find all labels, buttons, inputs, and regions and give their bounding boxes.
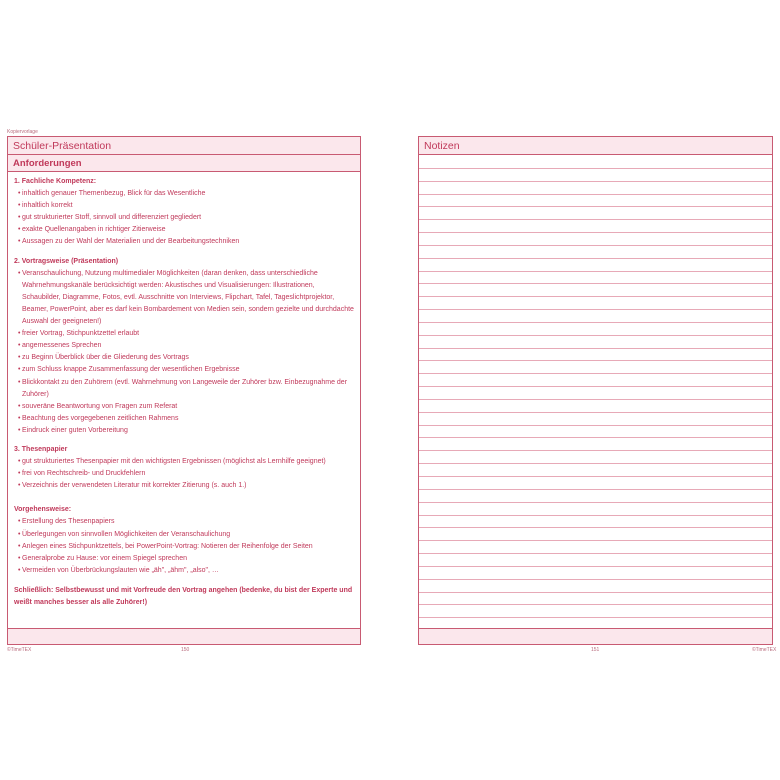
note-line <box>419 489 772 490</box>
note-line <box>419 437 772 438</box>
list-item: • angemessenes Sprechen <box>14 340 354 352</box>
section-heading: 2. Vortragsweise (Präsentation) <box>14 257 119 265</box>
publisher-right: ©TimeTEX <box>752 647 777 653</box>
note-line <box>419 309 772 310</box>
note-line <box>419 348 772 349</box>
list-item: • exakte Quellenangaben in richtiger Zitierweise <box>14 224 354 236</box>
presentation-sheet <box>7 136 361 645</box>
sheet-subtitle: Anforderungen <box>8 155 360 172</box>
note-line <box>419 219 772 220</box>
sheet-title: Schüler-Präsentation <box>8 137 360 155</box>
note-line <box>419 271 772 272</box>
note-line <box>419 373 772 374</box>
note-line <box>419 566 772 567</box>
list-item: • gut strukturierter Stoff, sinnvoll und differenziert gegliedert <box>14 212 354 224</box>
section-thesenpapier <box>14 444 354 492</box>
note-line <box>419 463 772 464</box>
list-item: • Überlegungen von sinnvollen Möglichkeiten der Veranschaulichung <box>14 529 354 541</box>
note-line <box>419 412 772 413</box>
note-line <box>419 232 772 233</box>
note-line <box>419 502 772 503</box>
requirements-content <box>8 172 360 609</box>
list-item: • Aussagen zu der Wahl der Materialien und der Bearbeitungstechniken <box>14 236 354 248</box>
list-item: • Generalprobe zu Hause: vor einem Spiegel sprechen <box>14 553 354 565</box>
notes-footer-bar <box>419 628 772 644</box>
section-heading: 1. Fachliche Kompetenz: <box>14 178 97 185</box>
list-item: • zu Beginn Überblick über die Gliederung des Vortrags <box>14 352 354 364</box>
note-line <box>419 553 772 554</box>
list-item: • Blickkontakt zu den Zuhörern (evtl. Wahrnehmung von Langeweile der Zuhörer bzw. Einbezugnahme der Zuhörer) <box>14 377 354 401</box>
section-heading: 3. Thesenpapier <box>14 445 68 453</box>
sheet-footer-bar <box>8 628 360 644</box>
section-vortragsweise <box>14 256 354 437</box>
note-line <box>419 335 772 336</box>
section-heading: Vorgehensweise: <box>14 506 72 514</box>
note-line <box>419 527 772 528</box>
list-item: • gut strukturiertes Thesenpapier mit den wichtigsten Ergebnissen (möglichst als Lernhilfe geeignet) <box>14 456 354 468</box>
list-item: • frei von Rechtschreib- und Druckfehlern <box>14 468 354 480</box>
list-item: • zum Schluss knappe Zusammenfassung der wesentlichen Ergebnisse <box>14 364 354 376</box>
note-line <box>419 540 772 541</box>
list-item: • Anlegen eines Stichpunktzettels, bei PowerPoint-Vortrag: Notieren der Reihenfolge der Seiten <box>14 541 354 553</box>
note-line <box>419 515 772 516</box>
list-item: • Erstellung des Thesenpapiers <box>14 516 354 528</box>
note-line <box>419 296 772 297</box>
note-line <box>419 258 772 259</box>
note-line <box>419 181 772 182</box>
note-line <box>419 322 772 323</box>
corner-label: Kopiervorlage <box>7 129 38 135</box>
list-item: • inhaltlich korrekt <box>14 200 354 212</box>
note-line <box>419 194 772 195</box>
list-item: • inhaltlich genauer Themenbezug, Blick für das Wesentliche <box>14 188 354 200</box>
list-item: • Veranschaulichung, Nutzung multimedialer Möglichkeiten (daran denken, dass unterschiedliche Wahrnehmungskanäle berücksichtigt werden: Akustisches und Visualisierungen: Illustrationen, Schaubilder, Diagramme, Fotos, evtl. Ausschnitte von Interviews, Flipchart, Tafel, Tageslichtprojektor, Beamer, PowerPoint, aber es darf kein Bombardement von Medien sein, sondern gezielte und durchdachte Auswahl der geeigneten!) <box>14 268 354 328</box>
section-fachliche-kompetenz <box>14 176 354 249</box>
section-vorgehensweise <box>14 504 354 577</box>
list-item: • Eindruck einer guten Vorbereitung <box>14 425 354 437</box>
list-item: • Beachtung des vorgegebenen zeitlichen Rahmens <box>14 413 354 425</box>
note-line <box>419 245 772 246</box>
closing-note: Schließlich: Selbstbewusst und mit Vorfreude den Vortrag angehen (bedenke, du bist der Experte und weißt manches besser als alle Zuhörer!) <box>14 586 353 606</box>
notes-sheet <box>418 136 773 645</box>
note-line <box>419 450 772 451</box>
note-line <box>419 476 772 477</box>
note-line <box>419 206 772 207</box>
list-item: • freier Vortrag, Stichpunktzettel erlaubt <box>14 328 354 340</box>
publisher-left: ©TimeTEX <box>7 647 32 653</box>
note-line <box>419 386 772 387</box>
notes-title: Notizen <box>419 137 772 155</box>
note-line <box>419 283 772 284</box>
note-line <box>419 617 772 618</box>
note-line <box>419 592 772 593</box>
note-line <box>419 579 772 580</box>
note-line <box>419 604 772 605</box>
list-item: • Vermeiden von Überbrückungslauten wie „äh", „ähm", „also", … <box>14 565 354 577</box>
page-number-left: 150 <box>181 647 190 653</box>
page-number-right: 151 <box>591 647 600 653</box>
list-item: • souveräne Beantwortung von Fragen zum Referat <box>14 401 354 413</box>
note-line <box>419 399 772 400</box>
list-item: • Verzeichnis der verwendeten Literatur mit korrekter Zitierung (s. auch 1.) <box>14 480 354 492</box>
note-line <box>419 360 772 361</box>
note-line <box>419 425 772 426</box>
note-line <box>419 168 772 169</box>
